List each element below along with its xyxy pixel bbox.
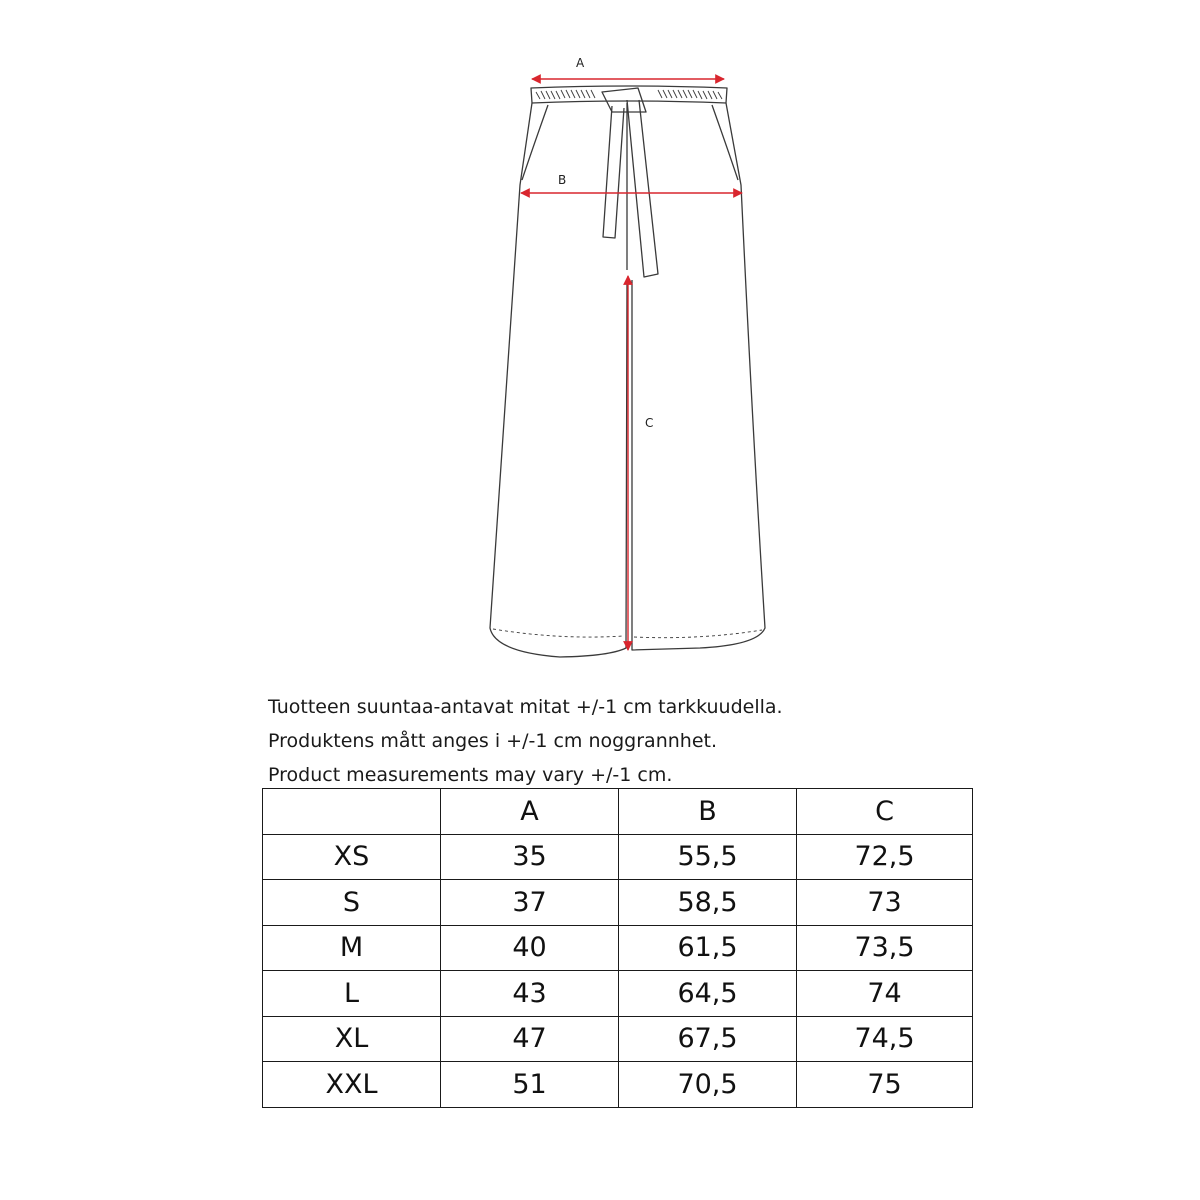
drawstring-right-end [627,100,658,277]
size-chart-table [262,788,973,1108]
table-row [263,880,973,926]
drawstring-left-end [603,106,624,238]
hem-stitch-left [493,629,623,637]
value-a-cell: 40 [441,925,619,971]
header-a: A [441,789,619,835]
value-a-cell: 51 [441,1062,619,1108]
value-b-cell: 70,5 [619,1062,797,1108]
right-leg-outline [632,103,765,650]
measure-c-label: C [645,416,654,430]
value-a-cell: 47 [441,1016,619,1062]
value-b-cell: 61,5 [619,925,797,971]
table-header-row [263,789,973,835]
measure-a-label: A [576,56,585,70]
table-row [263,971,973,1017]
value-b-cell: 67,5 [619,1016,797,1062]
size-cell: M [263,925,441,971]
value-c-cell: 74,5 [797,1016,973,1062]
header-c: C [797,789,973,835]
note-swedish: Produktens mått anges i +/-1 cm noggrannhet. [268,730,717,752]
value-b-cell: 58,5 [619,880,797,926]
measure-b-label: B [558,173,567,187]
value-a-cell: 37 [441,880,619,926]
table-row [263,1062,973,1108]
value-a-cell: 43 [441,971,619,1017]
note-english: Product measurements may vary +/-1 cm. [268,764,673,786]
header-b: B [619,789,797,835]
table-row [263,1016,973,1062]
value-c-cell: 73 [797,880,973,926]
note-finnish: Tuotteen suuntaa-antavat mitat +/-1 cm tarkkuudella. [268,696,783,718]
value-c-cell: 73,5 [797,925,973,971]
value-a-cell: 35 [441,834,619,880]
size-cell: XXL [263,1062,441,1108]
value-c-cell: 72,5 [797,834,973,880]
size-cell: S [263,880,441,926]
value-b-cell: 55,5 [619,834,797,880]
right-pocket [712,105,738,180]
waistband-ruching [536,90,722,99]
value-c-cell: 75 [797,1062,973,1108]
size-cell: XL [263,1016,441,1062]
measurement-notes [268,690,1068,792]
hem-stitch-right [634,630,762,638]
value-c-cell: 74 [797,971,973,1017]
table-row [263,834,973,880]
table-row [263,925,973,971]
size-cell: XS [263,834,441,880]
size-cell: L [263,971,441,1017]
value-b-cell: 64,5 [619,971,797,1017]
header-size [263,789,441,835]
